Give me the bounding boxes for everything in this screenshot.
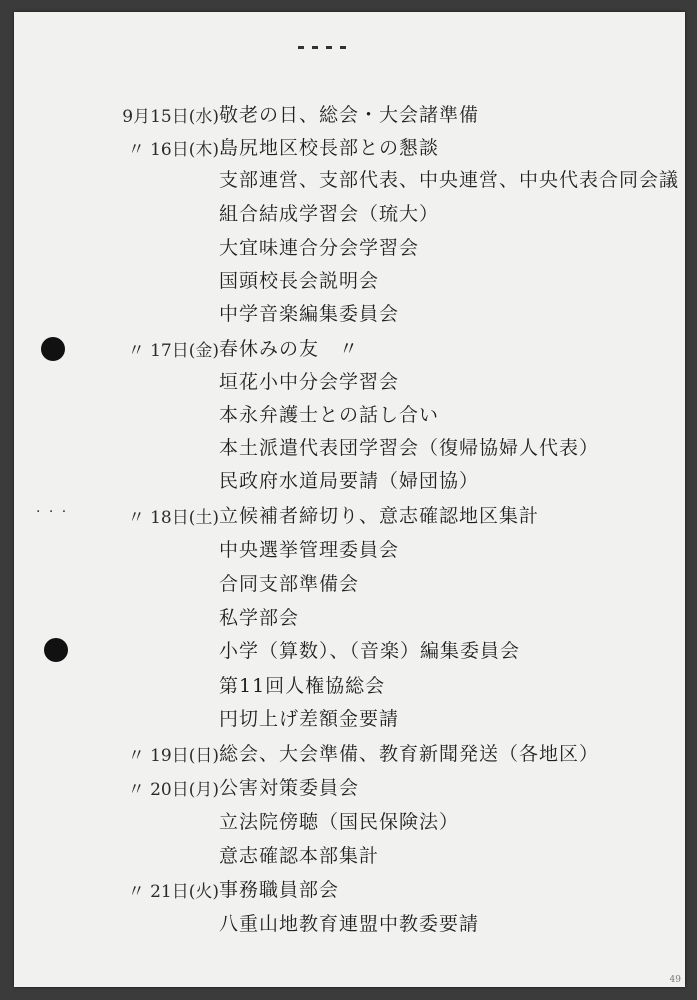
entry-text: 春休みの友 〃 — [219, 338, 360, 360]
schedule-entry — [14, 396, 685, 428]
schedule-entry — [14, 667, 685, 699]
page-number: 49 — [669, 975, 681, 985]
entry-text: 中学音楽編集委員会 — [219, 303, 400, 325]
entry-date: 〃 16日(木) — [127, 140, 219, 160]
schedule-entry — [14, 330, 685, 362]
top-mark — [298, 46, 346, 49]
schedule-entry — [14, 462, 685, 494]
schedule-entry — [14, 429, 685, 461]
schedule-entry — [14, 195, 685, 227]
schedule-entry — [14, 295, 685, 327]
entry-date: 〃 17日(金) — [127, 341, 219, 361]
entry-date: 〃 20日(月) — [127, 780, 219, 800]
schedule-entry — [14, 96, 685, 128]
entry-text: 立法院傍聴（国民保険法） — [219, 811, 460, 833]
entry-text: 立候補者締切り、意志確認地区集計 — [219, 505, 540, 527]
schedule-entry — [14, 129, 685, 161]
schedule-entry — [14, 905, 685, 937]
schedule-entry — [14, 531, 685, 563]
entry-text: 第11回人権協総会 — [219, 675, 386, 697]
schedule-entry — [14, 262, 685, 294]
schedule-entry — [14, 735, 685, 767]
entry-date: 9月15日(水) — [122, 107, 219, 127]
entry-text: 民政府水道局要請（婦団協） — [219, 470, 480, 492]
schedule-entry — [14, 871, 685, 903]
entry-text: 中央選挙管理委員会 — [219, 539, 400, 561]
schedule-entry — [14, 632, 685, 664]
entry-text: 公害対策委員会 — [219, 777, 360, 799]
entry-text: 総会、大会準備、教育新聞発送（各地区） — [219, 743, 600, 765]
entry-text: 垣花小中分会学習会 — [219, 371, 400, 393]
entry-text: 私学部会 — [219, 607, 300, 629]
schedule-entry — [14, 803, 685, 835]
entry-text: 本土派遣代表団学習会（復帰協婦人代表） — [219, 437, 600, 459]
schedule-entry — [14, 837, 685, 869]
entry-text: 八重山地教育連盟中教委要請 — [219, 913, 480, 935]
schedule-entry — [14, 565, 685, 597]
entry-text: 意志確認本部集計 — [219, 845, 380, 867]
stray-marks: · · · — [36, 504, 69, 520]
entry-text: 組合結成学習会（琉大） — [219, 203, 440, 225]
schedule-entry — [14, 161, 685, 193]
entry-text: 円切上げ差額金要請 — [219, 708, 400, 730]
schedule-entry — [14, 599, 685, 631]
schedule-entry — [14, 700, 685, 732]
entry-date: 〃 18日(土) — [127, 508, 219, 528]
entry-text: 敬老の日、総会・大会諸準備 — [219, 104, 480, 126]
entry-text: 国頭校長会説明会 — [219, 270, 380, 292]
schedule-entry — [14, 497, 685, 529]
entry-date: 〃 19日(日) — [127, 746, 219, 766]
entry-text: 事務職員部会 — [219, 879, 340, 901]
schedule-entry — [14, 363, 685, 395]
entry-text: 合同支部準備会 — [219, 573, 360, 595]
entry-text: 小学（算数）、（音楽）編集委員会 — [219, 640, 521, 662]
entry-text: 支部連営、支部代表、中央連営、中央代表合同会議 — [219, 169, 680, 191]
schedule-entry — [14, 229, 685, 261]
entry-text: 本永弁護士との話し合い — [219, 404, 440, 426]
entry-date: 〃 21日(火) — [127, 882, 219, 902]
document-page — [14, 12, 685, 987]
entry-text: 大宜味連合分会学習会 — [219, 237, 420, 259]
schedule-entry — [14, 769, 685, 801]
entry-text: 島尻地区校長部との懇談 — [219, 137, 440, 159]
